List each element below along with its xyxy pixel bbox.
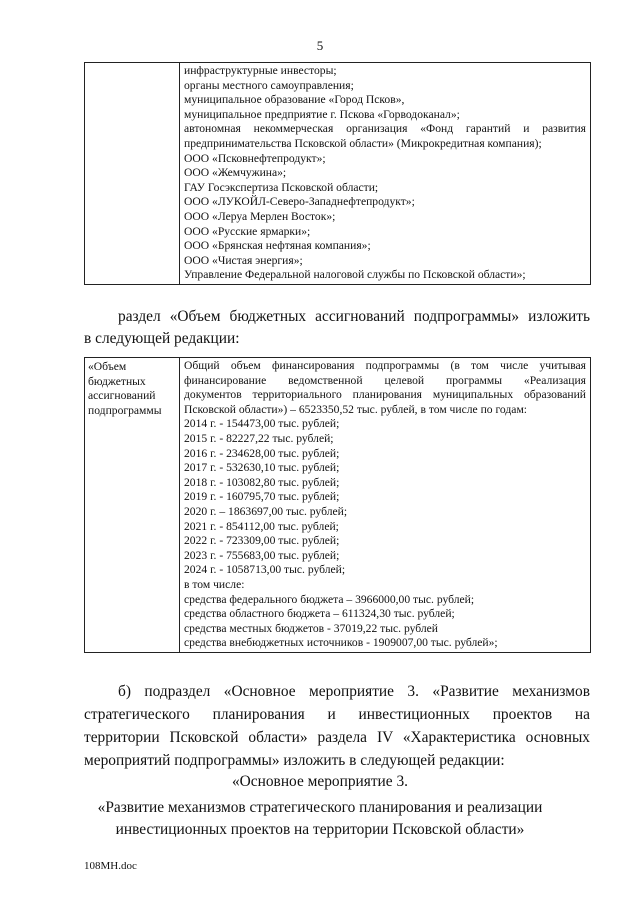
budget-source-line: средства внебюджетных источников - 1909007,00 тыс. рублей»; bbox=[184, 636, 498, 650]
participants-list-cell bbox=[180, 63, 591, 285]
budget-content-cell bbox=[180, 358, 591, 653]
participant-line: ООО «Брянская нефтяная компания»; bbox=[184, 239, 371, 253]
budget-year-line: 2020 г. – 1863697,00 тыс. рублей; bbox=[184, 504, 348, 518]
budget-source-line: средства областного бюджета – 611324,30 тыс. рублей; bbox=[184, 607, 455, 621]
subsection-instruction-line3: территории Псковской области» раздела IV «Характеристика основных bbox=[84, 729, 590, 746]
participant-line: ООО «Чистая энергия»; bbox=[184, 253, 303, 267]
budget-year-line: 2017 г. - 532630,10 тыс. рублей; bbox=[184, 461, 340, 475]
participant-line: муниципальное образование «Город Псков», bbox=[184, 93, 405, 107]
budget-year-line: 2024 г. - 1058713,00 тыс. рублей; bbox=[184, 563, 346, 577]
participant-line: предпринимательства Псковской области» (Микрокредитная компания); bbox=[184, 136, 542, 150]
budget-label-line: «Объем bbox=[88, 360, 127, 373]
participant-line: муниципальное предприятие г. Пскова «Горводоканал»; bbox=[184, 107, 460, 121]
page-number: 5 bbox=[316, 38, 324, 53]
participant-line: автономная некоммерческая организация «Фонд гарантий и развития bbox=[184, 122, 586, 136]
budget-label-line: бюджетных bbox=[88, 374, 146, 388]
budget-source-line: средства федерального бюджета – 3966000,00 тыс. рублей; bbox=[184, 592, 475, 606]
heading-measure-title-line1: «Развитие механизмов стратегического планирования и реализации bbox=[97, 799, 543, 816]
budget-including-label: в том числе: bbox=[184, 577, 245, 591]
participant-line: ООО «Жемчужина»; bbox=[184, 166, 287, 180]
file-name-footer: 108МН.doc bbox=[84, 860, 137, 872]
participant-line: ГАУ Госэкспертиза Псковской области; bbox=[184, 180, 379, 194]
budget-year-line: 2019 г. - 160795,70 тыс. рублей; bbox=[184, 490, 340, 504]
subsection-instruction-line4: мероприятий подпрограммы» изложить в следующей редакции: bbox=[84, 752, 505, 769]
budget-label-cell bbox=[85, 358, 180, 653]
budget-year-line: 2015 г. - 82227,22 тыс. рублей; bbox=[184, 431, 334, 445]
budget-label-line: подпрограммы bbox=[88, 403, 162, 417]
participant-line: органы местного самоуправления; bbox=[184, 78, 354, 92]
subsection-instruction-line1: б) подраздел «Основное мероприятие 3. «Развитие механизмов bbox=[118, 683, 590, 700]
budget-year-line: 2023 г. - 755683,00 тыс. рублей; bbox=[184, 548, 340, 562]
section-instruction-line1: раздел «Объем бюджетных ассигнований подпрограммы» изложить bbox=[118, 308, 590, 325]
participant-line: Управление Федеральной налоговой службы по Псковской области»; bbox=[184, 268, 526, 282]
budget-intro-line: Общий объем финансирования подпрограммы (в том числе учитывая bbox=[184, 359, 586, 372]
heading-measure-title-line2: инвестиционных проектов на территории Псковской области» bbox=[115, 821, 525, 838]
budget-intro-line: документов территориального планирования муниципальных образований bbox=[184, 388, 586, 402]
participant-line: ООО «Псковнефтепродукт»; bbox=[184, 151, 326, 165]
subsection-instruction-line2: стратегического планирования и инвестиционных проектов на bbox=[84, 706, 590, 723]
budget-year-line: 2021 г. - 854112,00 тыс. рублей; bbox=[184, 519, 339, 533]
participant-line: ООО «ЛУКОЙЛ-Северо-Западнефтепродукт»; bbox=[184, 195, 415, 209]
budget-intro-line: Псковской области») – 6523350,52 тыс. рублей, в том числе по годам: bbox=[184, 402, 527, 416]
participants-label-cell bbox=[85, 63, 180, 285]
budget-source-line: средства местных бюджетов - 37019,22 тыс. рублей bbox=[184, 621, 439, 635]
participants-table bbox=[84, 62, 591, 285]
participant-line: ООО «Леруа Мерлен Восток»; bbox=[184, 209, 336, 223]
budget-year-line: 2014 г. - 154473,00 тыс. рублей; bbox=[184, 417, 340, 431]
budget-year-line: 2022 г. - 723309,00 тыс. рублей; bbox=[184, 534, 340, 548]
budget-intro-line: финансирование ведомственной целевой программы «Реализация bbox=[184, 373, 586, 387]
budget-year-line: 2016 г. - 234628,00 тыс. рублей; bbox=[184, 446, 340, 460]
budget-table bbox=[84, 357, 591, 653]
budget-year-line: 2018 г. - 103082,80 тыс. рублей; bbox=[184, 475, 340, 489]
heading-measure-number: «Основное мероприятие 3. bbox=[231, 773, 409, 790]
section-instruction-line2: в следующей редакции: bbox=[84, 330, 240, 347]
participant-line: инфраструктурные инвесторы; bbox=[184, 64, 337, 77]
budget-label-line: ассигнований bbox=[88, 389, 156, 403]
participant-line: ООО «Русские ярмарки»; bbox=[184, 224, 311, 238]
